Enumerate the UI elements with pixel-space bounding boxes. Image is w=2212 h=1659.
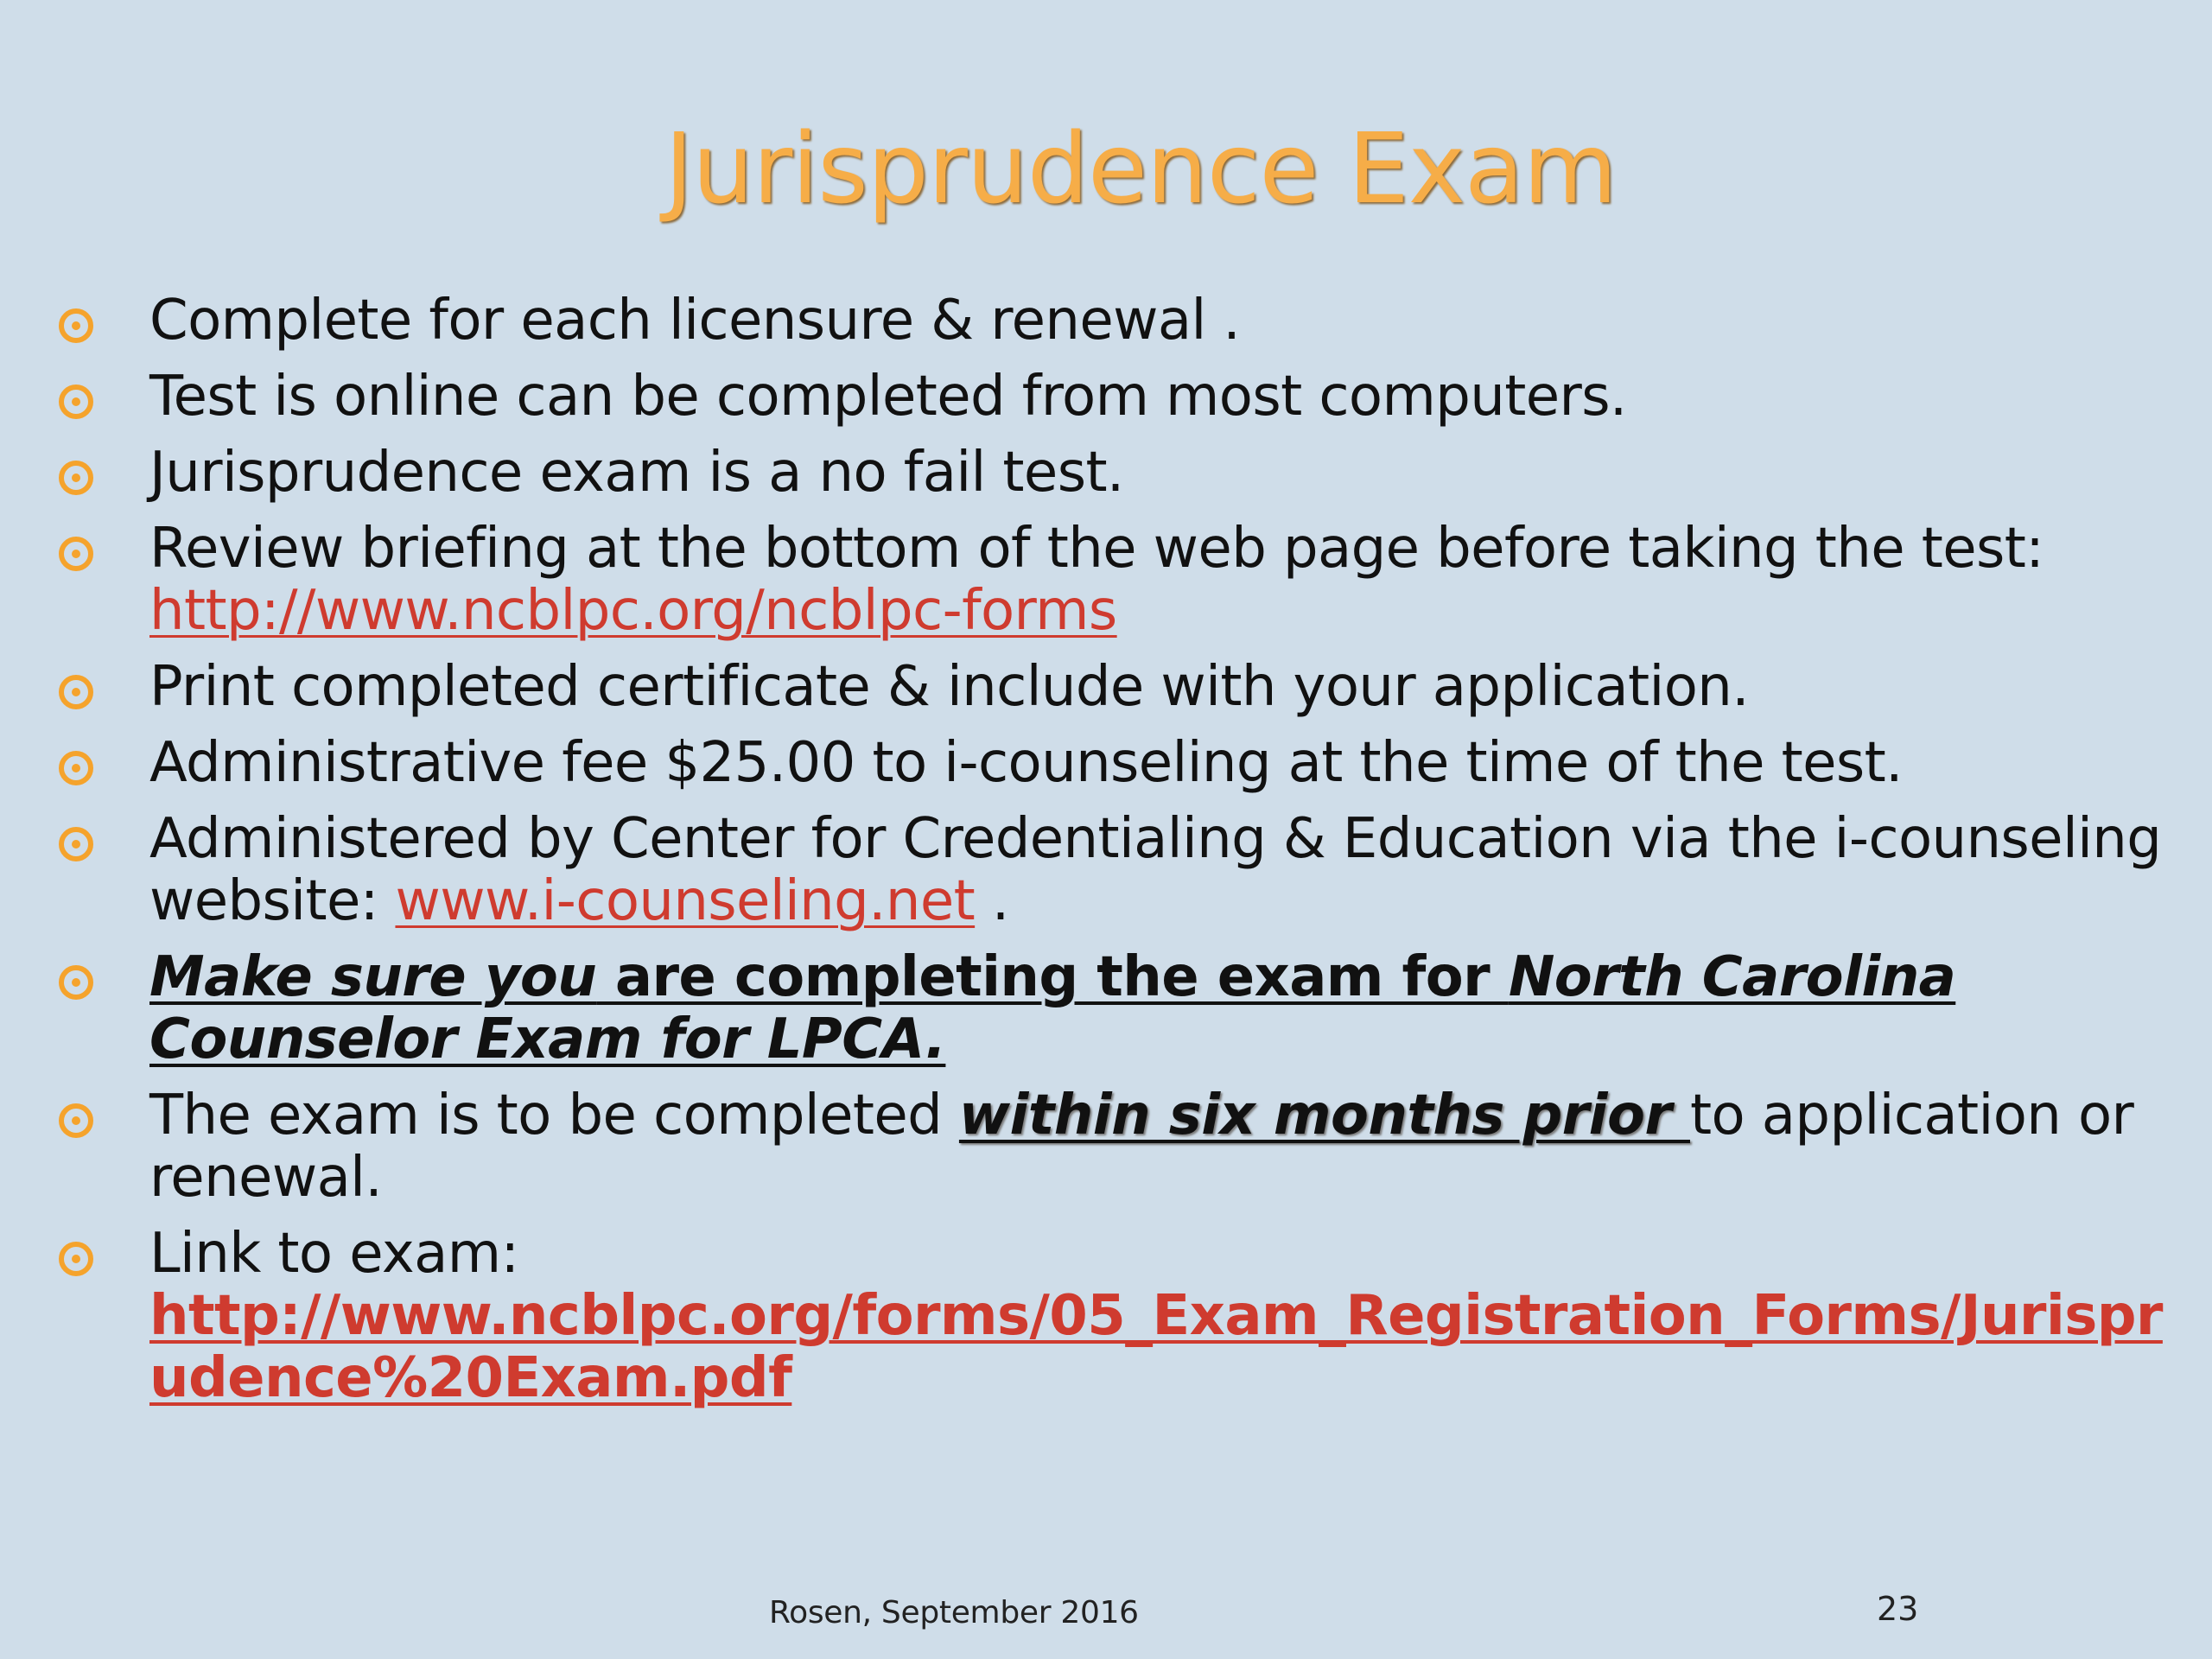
bullet-item-within xyxy=(0,1084,2177,1209)
bullet-text-review: Review briefing at the bottom of the web page before taking the test: xyxy=(149,517,2044,581)
page-number: 23 xyxy=(1877,1590,1919,1628)
link-to-exam-label: Link to exam: xyxy=(149,1222,519,1286)
bullet-text-administered-end: . xyxy=(975,869,1009,933)
orange-ring-bullet-icon xyxy=(59,308,93,343)
bullet-text-fee: Administrative fee $25.00 to i-counseling at the time of the test. xyxy=(149,731,1903,795)
bullet-item-administered xyxy=(0,808,2177,932)
bullet-item-print xyxy=(0,656,2177,718)
slide-footer: Rosen, September 2016 xyxy=(769,1595,1139,1630)
i-counseling-link[interactable]: www.i-counseling.net xyxy=(395,869,976,933)
make-sure-emphasis: Make sure you xyxy=(149,945,597,1009)
within-text-after: to application or renewal. xyxy=(149,1084,2134,1210)
bullet-text-no-fail: Jurisprudence exam is a no fail test. xyxy=(149,441,1124,505)
bullet-text-online: Test is online can be completed from most computers. xyxy=(149,365,1627,429)
orange-ring-bullet-icon xyxy=(59,675,93,709)
bullet-item-review xyxy=(0,518,2177,642)
orange-ring-bullet-icon xyxy=(59,751,93,785)
within-text-before: The exam is to be completed xyxy=(149,1084,959,1147)
bullet-text-complete: Complete for each licensure & renewal . xyxy=(149,289,1241,353)
bullet-item-online xyxy=(0,365,2177,428)
bullet-item-link-to-exam xyxy=(0,1223,2177,1409)
bullet-list xyxy=(0,289,2177,1423)
bullet-text-administered: Administered by Center for Credentialing & Education via the i-counseling website: xyxy=(149,807,2162,933)
orange-ring-bullet-icon xyxy=(59,385,93,419)
orange-ring-bullet-icon xyxy=(59,827,93,861)
bullet-item-complete xyxy=(0,289,2177,352)
ncblpc-forms-link[interactable]: http://www.ncblpc.org/ncblpc-forms xyxy=(149,579,1117,643)
orange-ring-bullet-icon xyxy=(59,461,93,495)
bullet-text-print: Print completed certificate & include with your application. xyxy=(149,655,1749,719)
bullet-item-no-fail xyxy=(0,442,2177,504)
north-carolina-exam-name: North Carolina Counselor Exam for LPCA. xyxy=(149,945,1956,1071)
bullet-item-fee xyxy=(0,732,2177,794)
orange-ring-bullet-icon xyxy=(59,537,93,571)
make-sure-middle-text: are completing the exam for xyxy=(596,945,1509,1009)
orange-ring-bullet-icon xyxy=(59,1103,93,1138)
bullet-item-make-sure xyxy=(0,946,2177,1071)
orange-ring-bullet-icon xyxy=(59,1242,93,1276)
within-six-months-emphasis: within six months prior xyxy=(958,1084,1690,1147)
jurisprudence-exam-pdf-link[interactable]: http://www.ncblpc.org/forms/05_Exam_Registration_Forms/Jurisprudence%20Exam.pdf xyxy=(149,1284,2163,1410)
orange-ring-bullet-icon xyxy=(59,965,93,1000)
slide-title: Jurisprudence Exam xyxy=(664,113,1617,226)
